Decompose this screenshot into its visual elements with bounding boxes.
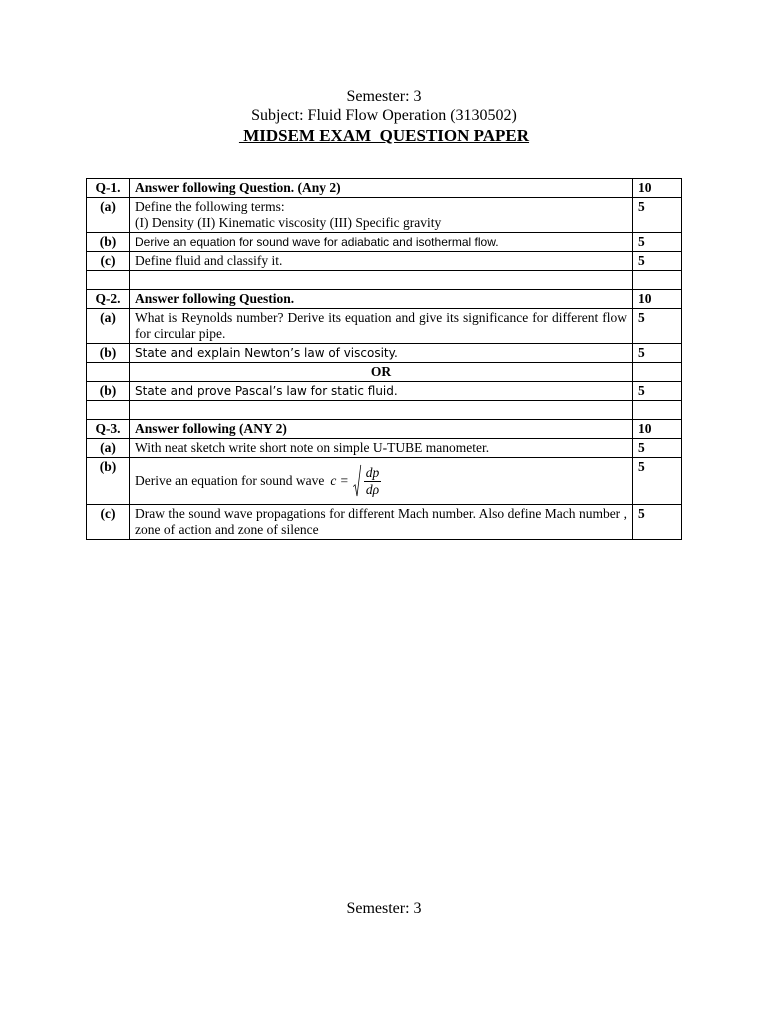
q1a-text	[130, 198, 633, 233]
q2-heading: Answer following Question.	[130, 290, 633, 309]
q3c-marks: 5	[633, 505, 682, 540]
square-root-sign	[352, 464, 362, 498]
q1c-text: Define fluid and classify it.	[130, 252, 633, 271]
q2-header-row	[87, 290, 682, 309]
formula-numerator: dp	[365, 464, 380, 480]
q3-marks: 10	[633, 420, 682, 439]
q3-heading: Answer following (ANY 2)	[130, 420, 633, 439]
subject-heading: Subject: Fluid Flow Operation (3130502)	[251, 107, 517, 124]
q1c-row	[87, 252, 682, 271]
q2b2-text: State and prove Pascal’s law for static fluid.	[130, 382, 633, 401]
q3-header-row	[87, 420, 682, 439]
q3c-label: (c)	[87, 505, 130, 540]
q2b-text: State and explain Newton’s law of viscosity.	[130, 344, 633, 363]
q3c-text: Draw the sound wave propagations for different Mach number. Also define Mach number , zone of action and zone of silence	[130, 505, 633, 540]
q3a-text: With neat sketch write short note on simple U-TUBE manometer.	[130, 439, 633, 458]
or-label: OR	[130, 363, 633, 382]
q3a-row	[87, 439, 682, 458]
q1b-text: Derive an equation for sound wave for adiabatic and isothermal flow.	[130, 233, 633, 252]
q1-header-row	[87, 179, 682, 198]
q1c-marks: 5	[633, 252, 682, 271]
formula-lhs: c =	[330, 473, 349, 488]
q3a-marks: 5	[633, 439, 682, 458]
q1a-row	[87, 198, 682, 233]
q3c-row	[87, 505, 682, 540]
q1a-marks: 5	[633, 198, 682, 233]
q1-number: Q-1.	[87, 179, 130, 198]
q1a-line1: Define the following terms:	[135, 199, 285, 214]
q1c-label: (c)	[87, 252, 130, 271]
q3b-row	[87, 458, 682, 505]
q2a-marks: 5	[633, 309, 682, 344]
q1a-label: (a)	[87, 198, 130, 233]
q2b2-marks: 5	[633, 382, 682, 401]
q1b-marks: 5	[633, 233, 682, 252]
q3b-text: Derive an equation for sound wave	[135, 473, 325, 488]
page-title: MIDSEM EXAM QUESTION PAPER	[238, 126, 530, 145]
q3a-label: (a)	[87, 439, 130, 458]
formula-denominator: dρ	[365, 481, 380, 497]
spacer-row	[87, 271, 682, 290]
q2-marks: 10	[633, 290, 682, 309]
q3b-label: (b)	[87, 458, 130, 505]
q2a-text: What is Reynolds number? Derive its equation and give its significance for different flow for circular pipe.	[130, 309, 633, 344]
q2-number: Q-2.	[87, 290, 130, 309]
q2a-row	[87, 309, 682, 344]
spacer-row	[87, 401, 682, 420]
q2b2-row	[87, 382, 682, 401]
q2b-label: (b)	[87, 344, 130, 363]
q1b-label: (b)	[87, 233, 130, 252]
q2b-row	[87, 344, 682, 363]
q1-heading: Answer following Question. (Any 2)	[130, 179, 633, 198]
semester-heading: Semester: 3	[346, 88, 422, 105]
q3-number: Q-3.	[87, 420, 130, 439]
q2a-label: (a)	[87, 309, 130, 344]
question-table	[86, 178, 682, 540]
or-row	[87, 363, 682, 382]
footer-semester: Semester: 3	[346, 900, 422, 917]
q1a-line2: (I) Density (II) Kinematic viscosity (III) Specific gravity	[135, 215, 442, 230]
q1-marks: 10	[633, 179, 682, 198]
q2b2-label: (b)	[87, 382, 130, 401]
formula-fraction	[364, 465, 382, 498]
q1b-row	[87, 233, 682, 252]
q2b-marks: 5	[633, 344, 682, 363]
sound-speed-formula	[330, 464, 381, 498]
q3b-cell	[130, 458, 633, 505]
q3b-marks: 5	[633, 458, 682, 505]
